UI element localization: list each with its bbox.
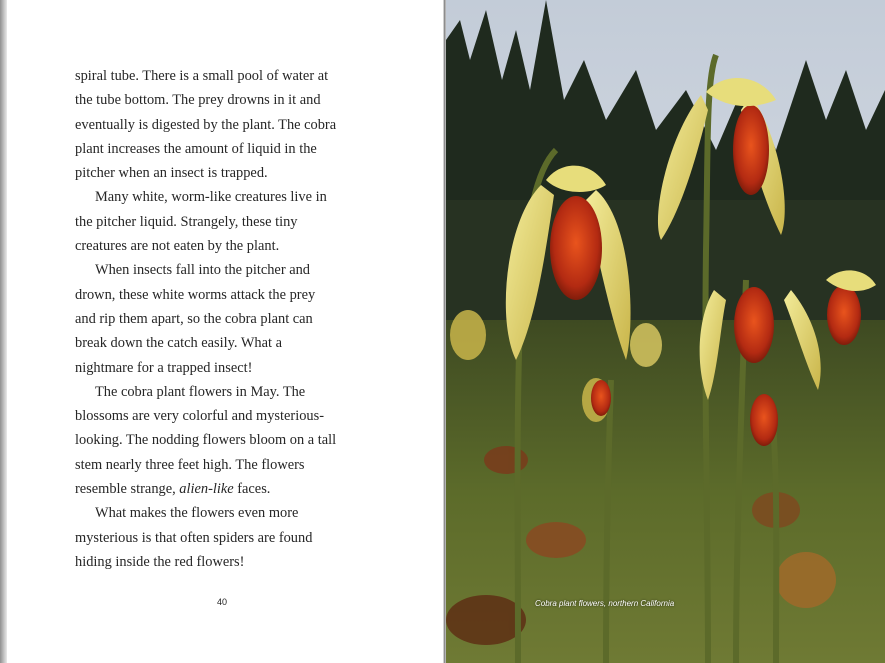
text-line — [75, 234, 387, 258]
text-line-content: eventually is digested by the plant. The cobra — [75, 116, 337, 133]
body-text — [75, 64, 387, 574]
text-line-content: What makes the flowers even more — [95, 505, 299, 522]
text-line — [75, 88, 387, 112]
text-line-content: mysterious is that often spiders are found — [75, 529, 313, 546]
text-line-content: the pitcher liquid. Strangely, these tiny — [75, 213, 298, 230]
text-line — [75, 64, 387, 88]
text-line — [75, 453, 387, 477]
right-page — [446, 0, 885, 663]
text-line-tail: faces. — [233, 481, 271, 498]
text-line-content: stem nearly three feet high. The flowers — [75, 456, 305, 473]
text-line — [75, 331, 387, 355]
page-number: 40 — [216, 597, 227, 607]
text-line-content: The cobra plant flowers in May. The — [95, 383, 306, 400]
text-line-content: creatures are not eaten by the plant. — [75, 238, 280, 255]
italic-phrase: alien-like — [179, 481, 234, 498]
text-line — [75, 477, 387, 501]
text-line-content: Many white, worm-like creatures live in — [95, 189, 327, 206]
text-line-content: hiding inside the red flowers! — [75, 553, 245, 570]
text-line — [75, 258, 387, 282]
text-line — [75, 356, 387, 380]
text-line — [75, 210, 387, 234]
text-line — [75, 404, 387, 428]
text-line — [75, 283, 387, 307]
text-line-content: drown, these white worms attack the prey — [75, 286, 316, 303]
text-line-content: break down the catch easily. What a — [75, 335, 282, 352]
text-line-content: resemble strange, — [75, 481, 180, 498]
cobra-plant-flowers-photo — [446, 0, 885, 663]
text-line — [75, 428, 387, 452]
text-line — [75, 380, 387, 404]
text-line — [75, 161, 387, 185]
text-line-content: blossoms are very colorful and mysterious- — [75, 408, 324, 425]
text-line-content: pitcher when an insect is trapped. — [75, 165, 268, 182]
text-line-content: plant increases the amount of liquid in the — [75, 140, 317, 157]
text-line-content: looking. The nodding flowers bloom on a tall — [75, 432, 337, 449]
text-line-content: When insects fall into the pitcher and — [95, 262, 310, 279]
text-line — [75, 526, 387, 550]
text-line-content: the tube bottom. The prey drowns in it and — [75, 92, 321, 109]
text-line — [75, 501, 387, 525]
text-line — [75, 307, 387, 331]
text-line-content: and rip them apart, so the cobra plant can — [75, 310, 313, 327]
text-line-content: spiral tube. There is a small pool of water at — [75, 68, 329, 84]
text-line — [75, 137, 387, 161]
text-line — [75, 550, 387, 574]
text-line — [75, 113, 387, 137]
photo-caption: Cobra plant flowers, northern California — [535, 599, 675, 608]
text-line — [75, 185, 387, 209]
text-line-content: nightmare for a trapped insect! — [75, 359, 253, 376]
